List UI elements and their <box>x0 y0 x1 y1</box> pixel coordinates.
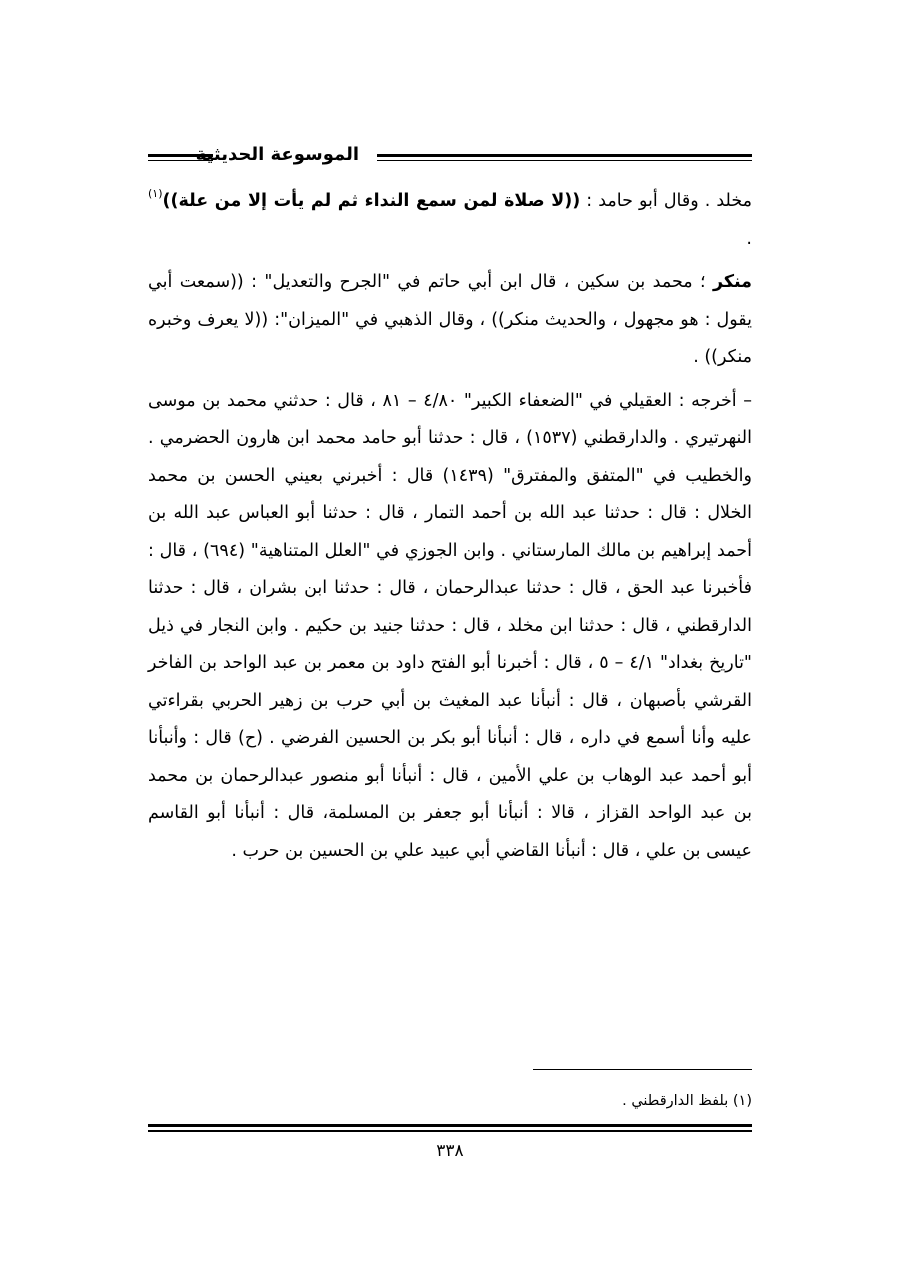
header-rule-left <box>148 154 213 161</box>
paragraph-2 <box>148 264 752 377</box>
header-rule-right <box>377 154 752 161</box>
paragraph-2-text: ؛ محمد بن سكين ، قال ابن أبي حاتم في "الجرح والتعديل" : ((سمعت أبي يقول : هو مجهول ، والحديث منكر)) ، وقال الذهبي في "الميزان": ((لا يعرف وخبره منكر)) . <box>148 272 752 367</box>
footnote-separator <box>533 1069 752 1070</box>
footnote-marker: (١) <box>148 187 163 200</box>
paragraph-3 <box>148 383 752 871</box>
paragraph-1-prefix: مخلد . وقال أبو حامد : <box>580 191 752 211</box>
body-text <box>148 175 752 870</box>
footer-rule <box>148 1124 752 1132</box>
header-title: الموسوعة الحديثية <box>188 140 367 170</box>
paragraph-3-text: – أخرجه : العقيلي في "الضعفاء الكبير" ٤/٨٠ – ٨١ ، قال : حدثني محمد بن موسى النهرتيري . والدارقطني (١٥٣٧) ، قال : حدثنا أبو حامد محمد ابن هارون الحضرمي . والخطيب في "المتفق والمفترق" (١٤٣٩) قال : أخبرني بعيني الحسن بن محمد الخلال : قال : حدثنا عبد الله بن أحمد التمار ، قال : حدثنا أبو العباس عبد الله بن أحمد إبراهيم بن مالك المارستاني . وابن الجوزي في "العلل المتناهية" (٦٩٤) ، قال : فأخبرنا عبد الحق ، قال : حدثنا عبدالرحمان ، قال : حدثنا ابن بشران ، قال : حدثنا الدارقطني ، قال : حدثنا ابن مخلد ، قال : حدثنا جنيد بن حكيم . وابن النجار في ذيل "تاريخ بغداد" ٤/١ – ٥ ، قال : أخبرنا أبو الفتح داود بن معمر بن عبد الواحد بن الفاخر القرشي بأصبهان ، قال : أنبأنا عبد المغيث بن أبي حرب بن زهير الحربي بقراءتي عليه وأنا أسمع في داره ، قال : أنبأنا أبو بكر بن الحسين الفرضي . (ح) قال : وأنبأنا أبو أحمد عبد الوهاب بن علي الأمين ، قال : أنبأنا أبو منصور عبدالرحمان بن محمد بن عبد الواحد القزاز ، قالا : أنبأنا أبو جعفر بن المسلمة، قال : أنبأنا أبو القاسم عيسى بن علي ، قال : أنبأنا القاضي أبي عبيد علي بن الحسين بن حرب . <box>148 390 752 861</box>
paragraph-1 <box>148 175 752 258</box>
footnote: (١) بلفظ الدارقطني . <box>622 1093 752 1109</box>
verdict-label: منكر <box>712 272 752 292</box>
paragraph-1-suffix: . <box>746 228 752 249</box>
hadith-quote: ((لا صلاة لمن سمع النداء ثم لم يأت إلا من علة)) <box>162 191 581 211</box>
running-header <box>148 140 752 170</box>
page-number: ٣٣٨ <box>436 1141 464 1161</box>
